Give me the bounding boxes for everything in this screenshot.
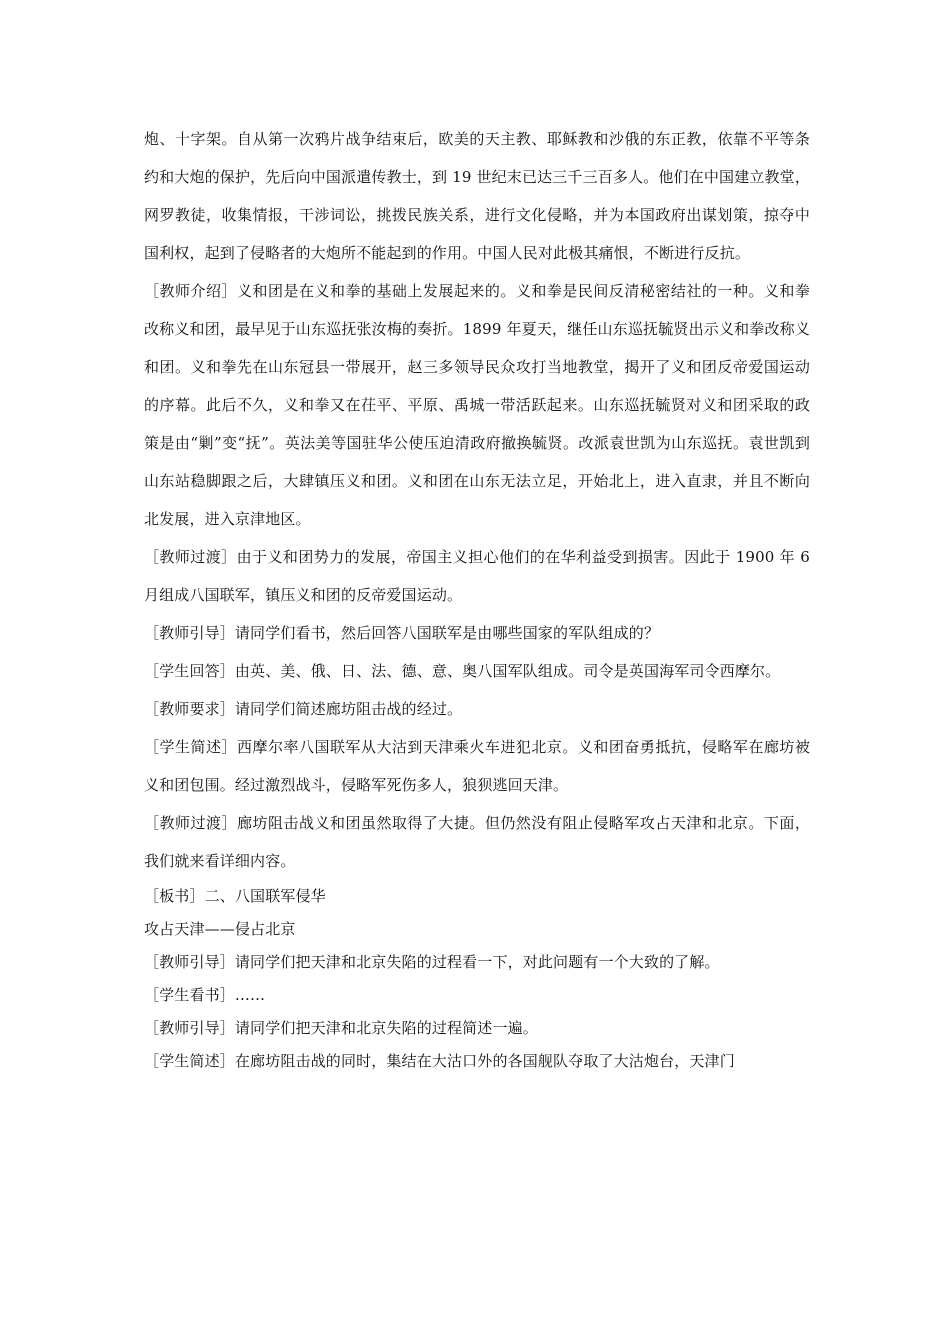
paragraph-blackboard-heading: ［板书］二、八国联军侵华 [144,887,326,905]
paragraph-teacher-request: ［教师要求］请同学们简述廊坊阻击战的经过。 [144,700,463,718]
paragraph-teacher-transition-1: ［教师过渡］由于义和团势力的发展，帝国主义担心他们的在华利益受到损害。因此于 1900 年 6 月组成八国联军，镇压义和团的反帝爱国运动。 [144,548,810,604]
paragraph-blackboard-line: 攻占天津——侵占北京 [144,920,296,938]
paragraph-teacher-introduction: ［教师介绍］义和团是在义和拳的基础上发展起来的。义和拳是民间反清秘密结社的一种。义和拳改称义和团，最早见于山东巡抚张汝梅的奏折。1899 年夏天，继任山东巡抚毓贤出示义和拳改称义和团。义和拳先在山东冠县一带展开，赵三多领导民众攻打当地教堂，揭开了义和团反帝爱国运动的序幕。此后不久，义和拳又在茌平、平原、禹城一带活跃起来。山东巡抚毓贤对义和团采取的政策是由“剿”变“抚”。英法美等国驻华公使压迫清政府撤换毓贤。改派袁世凯为山东巡抚。袁世凯到山东站稳脚跟之后，大肆镇压义和团。义和团在山东无法立足，开始北上，进入直隶，并且不断向北发展，进入京津地区。 [144,282,810,528]
paragraph-teacher-guide-1: ［教师引导］请同学们看书，然后回答八国联军是由哪些国家的军队组成的？ [144,624,660,642]
paragraph-student-reading: ［学生看书］…… [144,986,266,1004]
paragraph-student-answer: ［学生回答］由英、美、俄、日、法、德、意、奥八国军队组成。司令是英国海军司令西摩尔。 [144,662,781,680]
paragraph-missionaries: 炮、十字架。自从第一次鸦片战争结束后，欧美的天主教、耶稣教和沙俄的东正教，依靠不平等条约和大炮的保护，先后向中国派遣传教士，到 19 世纪末已达三千三百多人。他们在中国建立教堂，网罗教徒，收集情报，干涉词讼，挑拨民族关系，进行文化侵略，并为本国政府出谋划策，掠夺中国利权，起到了侵略者的大炮所不能起到的作用。中国人民对此极其痛恨，不断进行反抗。 [144,130,810,262]
paragraph-student-summary-1: ［学生简述］西摩尔率八国联军从大沽到天津乘火车进犯北京。义和团奋勇抵抗，侵略军在廊坊被义和团包围。经过激烈战斗，侵略军死伤多人，狼狈逃回天津。 [144,738,810,794]
paragraph-teacher-guide-2: ［教师引导］请同学们把天津和北京失陷的过程看一下，对此问题有一个大致的了解。 [144,953,720,971]
paragraph-teacher-guide-3: ［教师引导］请同学们把天津和北京失陷的过程简述一遍。 [144,1019,538,1037]
paragraph-student-summary-2: ［学生简述］在廊坊阻击战的同时，集结在大沽口外的各国舰队夺取了大沽炮台，天津门 [144,1052,735,1070]
paragraph-teacher-transition-2: ［教师过渡］廊坊阻击战义和团虽然取得了大捷。但仍然没有阻止侵略军攻占天津和北京。下面，我们就来看详细内容。 [144,814,810,870]
document-page [144,120,810,1078]
